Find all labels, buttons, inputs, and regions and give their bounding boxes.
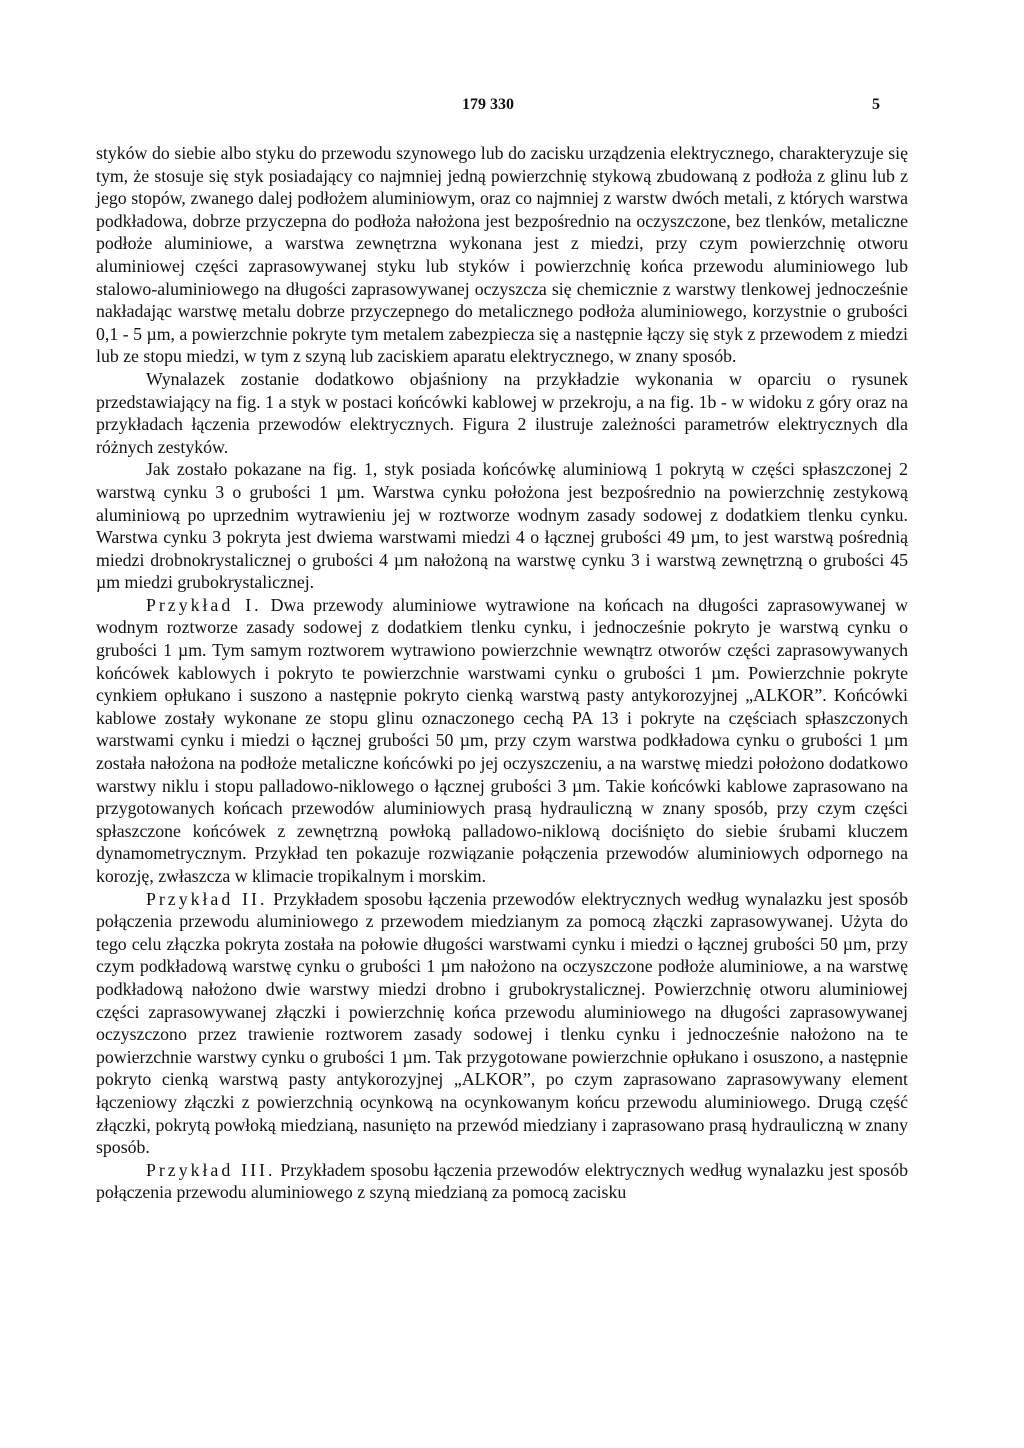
page-number: 5 <box>872 96 880 113</box>
paragraph-text: Przykładem sposobu łączenia przewodów elektrycznych według wynalazku jest sposób połączenia przewodu aluminiowego z przewodem miedzianym za pomocą złączki zaprasowywanej. Użyta do tego celu złączka pokryta została na połowie długości warstwami cynku i miedzi o łącznej grubości 50 µm, przy czym podkładową warstwę cynku o grubości 1 µm nałożono na oczyszczone podłoże aluminiowe, a na warstwę podkładową nałożono dwie warstwy miedzi drobno i grubokrystalicznej. Powierzchnię otworu aluminiowej części zaprasowywanej złączki i powierzchnię końca przewodu aluminiowego na długości zaprasowywanej oczyszczono przez trawienie roztworem zasady sodowej i tlenku cynku i jednocześnie nałożono na te powierzchnie warstwy cynku o grubości 1 µm. Tak przygotowane powierzchnie opłukano i osuszono, a następnie pokryto cienką warstwą pasty antykorozyjnej „ALKOR”, po czym zaprasowano zaprasowywany element łączeniowy złączki z powierzchnią ocynkową na ocynkowanym końcu przewodu aluminiowego. Drugą część złączki, pokrytą powłoką miedzianą, nasunięto na przewód miedziany i zaprasowano prasą hydrauliczną w znany sposób. <box>96 888 908 1158</box>
paragraph-text: Jak zostało pokazane na fig. 1, styk posiada końcówkę aluminiową 1 pokrytą w części spłaszczonej 2 warstwą cynku 3 o grubości 1 µm. Warstwa cynku położona jest bezpośrednio na powierzchnię zestykową aluminiową po uprzednim wytrawieniu jej w roztworze wodnym zasady sodowej z dodatkiem tlenku cynku. Warstwa cynku 3 pokryta jest dwiema warstwami miedzi 4 o łącznej grubości 49 µm, to jest warstwą pośrednią miedzi drobnokrystalicznej o grubości 4 µm nałożoną na warstwę cynku 3 i warstwą zewnętrzną o grubości 45 µm miedzi grubokrystalicznej. <box>96 459 908 593</box>
paragraph-text: Przykładem sposobu łączenia przewodów elektrycznych według wynalazku jest sposób połączenia przewodu aluminiowego z szyną miedzianą za pomocą zacisku <box>96 1159 908 1203</box>
page-header <box>0 96 1024 120</box>
paragraph-example-3 <box>96 1159 908 1204</box>
paragraph-text: Wynalazek zostanie dodatkowo objaśniony na przykładzie wykonania w oparciu o rysunek przedstawiający na fig. 1 a styk w postaci końcówki kablowej w przekroju, a na fig. 1b - w widoku z góry oraz na przykładach łączenia przewodów elektrycznych. Figura 2 ilustruje zależności parametrów elektrycznych dla różnych zestyków. <box>96 368 908 457</box>
paragraph-example-2 <box>96 888 908 1159</box>
paragraph-text: Dwa przewody aluminiowe wytrawione na końcach na długości zaprasowywanej w wodnym roztworze zasady sodowej z dodatkiem tlenku cynku, i jednocześnie pokryto je warstwą cynku o grubości 1 µm. Tym samym roztworem wytrawiono powierzchnie wewnątrz otworów części zaprasowywanych końcówek kablowych i pokryto te powierzchnie warstwami cynku o grubości 1 µm. Powierzchnie pokryte cynkiem opłukano i suszono a następnie pokryto cienką warstwą pasty antykorozyjnej „ALKOR”. Końcówki kablowe zostały wykonane ze stopu glinu oznaczonego cechą PA 13 i pokryte na częściach spłaszczonych warstwami cynku i miedzi o łącznej grubości 50 µm, przy czym warstwa podkładowa cynku o grubości 1 µm została nałożona na podłoże metaliczne końcówki po jej oczyszczeniu, a na warstwę miedzi położono dodatkowo warstwy niklu i stopu palladowo-niklowego o łącznej grubości 3 µm. Takie końcówki kablowe zaprasowano na przygotowanych końcach przewodów aluminiowych prasą hydrauliczną w znany sposób, przy czym części spłaszczone końcówek z zewnętrzną powłoką palladowo-niklową dociśnięto do siebie śrubami kluczem dynamometrycznym. Przykład ten pokazuje rozwiązanie połączenia przewodów aluminiowych odpornego na korozję, zwłaszcza w klimacie tropikalnym i morskim. <box>96 594 908 886</box>
paragraph-claim-continuation <box>96 142 908 368</box>
example-label: Przykład III. <box>146 1159 276 1180</box>
example-label: Przykład II. <box>146 888 268 909</box>
body-text <box>96 142 908 1204</box>
paragraph-description <box>96 368 908 458</box>
paragraph-text: styków do siebie albo styku do przewodu szynowego lub do zacisku urządzenia elektrycznego, charakteryzuje się tym, że stosuje się styk posiadający co najmniej jedną powierzchnię stykową zbudowaną z podłoża z glinu lub z jego stopów, zwanego dalej podłożem aluminiowym, oraz co najmniej z warstw dwóch metali, z których warstwa podkładowa, dobrze przyczepna do podłoża nałożona jest bezpośrednio na oczyszczone, bez tlenków, metaliczne podłoże aluminiowe, a warstwa zewnętrzna wykonana jest z miedzi, przy czym powierzchnię otworu aluminiowej części zaprasowywanej styku lub styków i powierzchnię końca przewodu aluminiowego lub stalowo-aluminiowego na długości zaprasowywanej oczyszcza się chemicznie z warstwy tlenkowej jednocześnie nakładając warstwę metalu dobrze przyczepnego do metalicznego podłoża aluminiowego, korzystnie o grubości 0,1 - 5 µm, a powierzchnie pokryte tym metalem zabezpiecza się a następnie łączy się styk z przewodem z miedzi lub ze stopu miedzi, w tym z szyną lub zaciskiem aparatu elektrycznego, w znany sposób. <box>96 143 908 367</box>
paragraph-example-1 <box>96 594 908 888</box>
paragraph-figure-explanation <box>96 458 908 594</box>
example-label: Przykład I. <box>146 594 262 615</box>
patent-number: 179 330 <box>462 96 514 113</box>
